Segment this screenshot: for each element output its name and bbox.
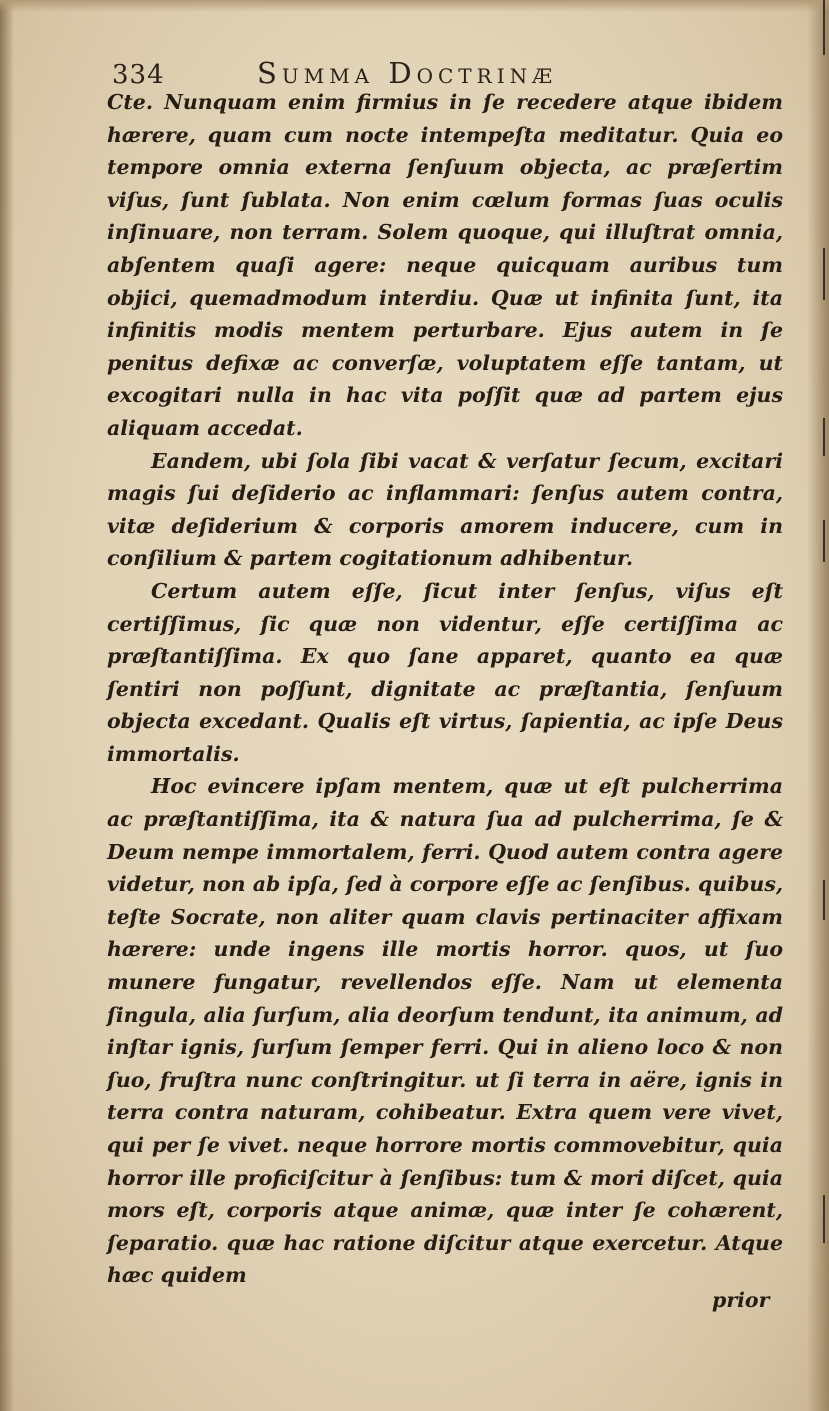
binding-thread	[823, 520, 825, 562]
page-right-shadow	[807, 0, 829, 1411]
binding-thread	[823, 248, 825, 300]
binding-thread	[823, 880, 825, 920]
binding-thread	[823, 1195, 825, 1243]
paragraph-3: Certum autem eſſe, ſicut inter ſenſus, viſus eſt certiſſimus, ſic quæ non videntur, eſſe certiſſima ac præſtantiſſima. Ex quo ſane apparet, quanto ea quæ ſentiri non poſſunt, dignitate ac præſtantia, ſenſuum objecta excedant. Qualis eſt virtus, ſapientia, ac ipſe Deus immortalis.	[107, 578, 783, 766]
paragraph-2: Eandem, ubi ſola ſibi vacat & verſatur ſecum, excitari magis ſui deſiderio ac inflammari: ſenſus autem contra, vitæ deſiderium & corporis amorem inducere, cum in conſilium & partem cogitationum adhibentur.	[107, 448, 783, 571]
running-head: Summa Doctrinæ	[257, 56, 558, 90]
paragraph-4: Hoc evincere ipſam mentem, quæ ut eſt pulcherrima ac præſtantiſſima, ita & natura ſua ad pulcherrima, ſe & Deum nempe immortalem, ferri. Quod autem contra agere videtur, non ab ipſa, ſed à corpore eſſe ac ſenſibus. quibus, teſte Socrate, non aliter quam clavis pertinaciter affixam hærere: unde ingens ille mortis horror. quos, ut ſuo munere fungatur, revellendos eſſe. Nam ut elementa ſingula, alia ſurſum, alia deorſum tendunt, ita animum, ad inſtar ignis, ſurſum ſemper ferri. Qui in alieno loco & non ſuo, fruſtra nunc conſtringitur. ut ſi terra in aëre, ignis in terra contra naturam, cohibeatur. Extra quem vere vivet, qui per ſe vivet. neque horrore mortis commovebitur, quia horror ille proficiſcitur à ſenſibus: tum & mori diſcet, quia mors eſt, corporis atque animæ, quæ inter ſe cohærent, ſeparatio. quæ hac ratione diſcitur atque exercetur. Atque hæc quidem	[107, 774, 783, 1288]
page-number: 334	[112, 60, 165, 90]
binding-thread	[823, 0, 825, 55]
page-left-shadow	[0, 0, 14, 1411]
catchword: prior	[712, 1288, 770, 1312]
body-text	[107, 86, 783, 1292]
binding-thread	[823, 418, 825, 456]
page-top-shadow	[0, 0, 829, 12]
paragraph-1: Cte. Nunquam enim firmius in ſe recedere atque ibidem hærere, quam cum nocte intempeſta meditatur. Quia eo tempore omnia externa ſenſuum objecta, ac præſertim viſus, ſunt ſublata. Non enim cœlum formas ſuas oculis inſinuare, non terram. Solem quoque, qui illuſtrat omnia, abſentem quaſi agere: neque quicquam auribus tum objici, quemadmodum interdiu. Quæ ut infinita ſunt, ita infinitis modis mentem perturbare. Ejus autem in ſe penitus defixæ ac converſæ, voluptatem eſſe tantam, ut excogitari nulla in hac vita poſſit quæ ad partem ejus aliquam accedat.	[107, 90, 783, 440]
